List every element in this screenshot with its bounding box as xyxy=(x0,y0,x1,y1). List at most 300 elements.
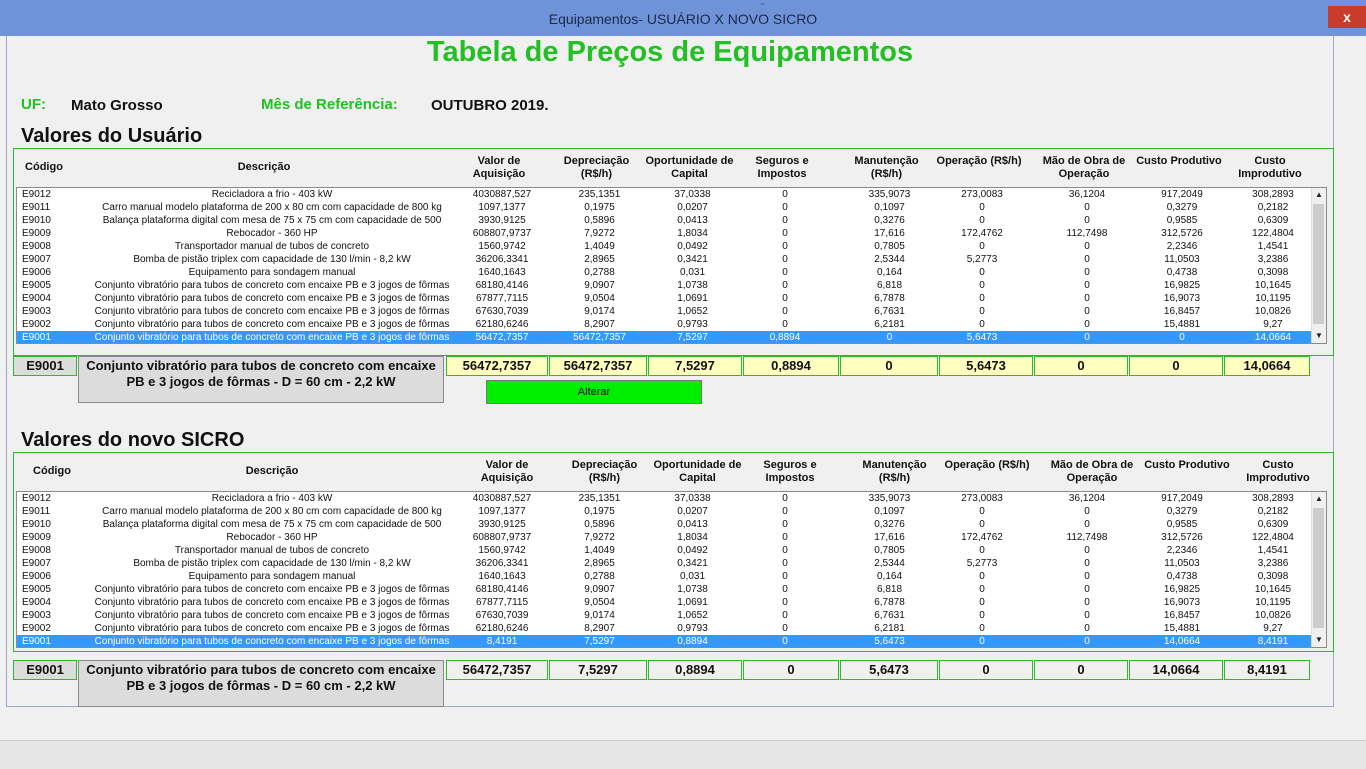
cell-valor-aquisicao: 1097,1377 xyxy=(478,202,526,213)
cell-custo-improdutivo: 10,1645 xyxy=(1254,584,1292,595)
selected-value-manutencao: 0 xyxy=(840,356,938,376)
cell-descricao: Conjunto vibratório para tubos de concreto com encaixe PB e 3 jogos de fôrmas xyxy=(94,610,450,621)
cell-valor-aquisicao: 67877,7115 xyxy=(475,597,529,608)
cell-custo-improdutivo: 10,0826 xyxy=(1254,610,1292,621)
cell-mao-de-obra: 0 xyxy=(1084,558,1090,569)
cell-codigo: E9009 xyxy=(22,228,51,239)
cell-codigo: E9008 xyxy=(22,241,51,252)
header-descricao: Descrição xyxy=(245,465,299,477)
cell-valor-aquisicao: 4030887,527 xyxy=(472,189,532,200)
cell-codigo: E9001 xyxy=(22,636,51,647)
cell-valor-aquisicao: 62180,6246 xyxy=(475,623,529,634)
cell-descricao: Conjunto vibratório para tubos de concreto com encaixe PB e 3 jogos de fôrmas xyxy=(94,636,450,647)
cell-valor-aquisicao: 1640,1643 xyxy=(478,267,526,278)
cell-custo-produtivo: 16,9073 xyxy=(1163,597,1201,608)
cell-descricao: Conjunto vibratório para tubos de concreto com encaixe PB e 3 jogos de fôrmas xyxy=(94,623,450,634)
cell-custo-improdutivo: 1,4541 xyxy=(1257,241,1289,252)
cell-depreciacao: 7,9272 xyxy=(584,532,615,543)
table-row[interactable] xyxy=(17,492,1312,505)
cell-manutencao: 5,6473 xyxy=(874,636,905,647)
cell-seguros: 0 xyxy=(782,597,788,608)
cell-seguros: 0 xyxy=(782,506,788,517)
cell-descricao: Balança plataforma digital com mesa de 75 x 75 cm com capacidade de 500 xyxy=(102,215,442,226)
selected-value-mao-de-obra: 0 xyxy=(1034,356,1128,376)
header-custo-produtivo: Custo Produtivo xyxy=(1136,155,1222,167)
cell-seguros: 0 xyxy=(782,571,788,582)
cell-custo-produtivo: 15,4881 xyxy=(1163,623,1201,634)
cell-seguros: 0 xyxy=(782,623,788,634)
cell-custo-produtivo: 0 xyxy=(1179,332,1185,343)
cell-mao-de-obra: 0 xyxy=(1084,545,1090,556)
cell-codigo: E9003 xyxy=(22,610,51,621)
header-codigo: Código xyxy=(33,465,71,477)
cell-valor-aquisicao: 62180,6246 xyxy=(475,319,529,330)
header-mao-de-obra: Mão de Obra de Operação xyxy=(1042,155,1126,180)
cell-oportunidade: 1,0652 xyxy=(677,306,708,317)
table-row[interactable] xyxy=(17,227,1312,240)
cell-mao-de-obra: 0 xyxy=(1084,293,1090,304)
selected-value-oportunidade: 0,8894 xyxy=(648,660,742,680)
cell-depreciacao: 8,2907 xyxy=(584,319,615,330)
cell-custo-produtivo: 917,2049 xyxy=(1161,189,1203,200)
cell-manutencao: 2,5344 xyxy=(874,558,905,569)
cell-mao-de-obra: 0 xyxy=(1084,267,1090,278)
mes-referencia-value: OUTUBRO 2019. xyxy=(431,97,549,114)
header-depreciacao: Depreciação (R$/h) xyxy=(571,459,638,484)
cell-operacao: 0 xyxy=(979,215,985,226)
cell-custo-produtivo: 312,5726 xyxy=(1161,532,1203,543)
selected-value-operacao: 5,6473 xyxy=(939,356,1033,376)
cell-descricao: Recicladora a frio - 403 kW xyxy=(211,493,333,504)
cell-custo-improdutivo: 3,2386 xyxy=(1257,558,1289,569)
cell-custo-produtivo: 0,3279 xyxy=(1166,506,1198,517)
cell-custo-produtivo: 11,0503 xyxy=(1164,558,1200,569)
sicro-scrollbar[interactable] xyxy=(1311,492,1326,647)
cell-descricao: Conjunto vibratório para tubos de concreto com encaixe PB e 3 jogos de fôrmas xyxy=(94,332,450,343)
cell-mao-de-obra: 36,1204 xyxy=(1068,189,1106,200)
table-row[interactable] xyxy=(17,240,1312,253)
cell-codigo: E9011 xyxy=(22,506,51,517)
selected-description: Conjunto vibratório para tubos de concreto com encaixe PB e 3 jogos de fôrmas - D = 60 cm - 2,2 kW xyxy=(78,660,444,707)
cell-depreciacao: 56472,7357 xyxy=(573,332,626,343)
table-row[interactable] xyxy=(17,505,1312,518)
cell-mao-de-obra: 0 xyxy=(1084,254,1090,265)
cell-depreciacao: 0,5896 xyxy=(584,215,615,226)
cell-mao-de-obra: 0 xyxy=(1084,519,1090,530)
cell-codigo: E9012 xyxy=(22,493,51,504)
scroll-down-icon[interactable]: ▼ xyxy=(1315,331,1323,340)
table-row[interactable] xyxy=(17,188,1312,201)
cell-custo-produtivo: 2,2346 xyxy=(1166,241,1198,252)
uf-value: Mato Grosso xyxy=(71,97,163,114)
cell-mao-de-obra: 0 xyxy=(1084,319,1090,330)
cell-operacao: 0 xyxy=(979,267,985,278)
cell-seguros: 0 xyxy=(782,228,788,239)
section-sicro-title: Valores do novo SICRO xyxy=(21,429,245,451)
cell-seguros: 0 xyxy=(782,610,788,621)
cell-seguros: 0 xyxy=(782,267,788,278)
table-row[interactable] xyxy=(17,201,1312,214)
cell-custo-produtivo: 917,2049 xyxy=(1161,493,1203,504)
cell-operacao: 0 xyxy=(979,293,985,304)
cell-oportunidade: 0,3421 xyxy=(677,558,708,569)
table-row[interactable] xyxy=(17,557,1312,570)
header-manutencao: Manutenção (R$/h) xyxy=(854,155,919,180)
cell-manutencao: 6,7878 xyxy=(874,597,905,608)
alterar-button[interactable]: Alterar xyxy=(486,380,702,404)
cell-custo-improdutivo: 14,0664 xyxy=(1254,332,1292,343)
cell-mao-de-obra: 0 xyxy=(1084,571,1090,582)
cell-manutencao: 6,7631 xyxy=(874,306,905,317)
cell-seguros: 0 xyxy=(782,306,788,317)
cell-seguros: 0 xyxy=(782,558,788,569)
cell-oportunidade: 1,0691 xyxy=(677,597,708,608)
cell-manutencao: 6,7878 xyxy=(874,293,905,304)
cell-mao-de-obra: 112,7498 xyxy=(1066,228,1108,239)
cell-manutencao: 0,3276 xyxy=(874,215,905,226)
cell-custo-produtivo: 0,3279 xyxy=(1166,202,1198,213)
selected-value-custo-improdutivo: 14,0664 xyxy=(1224,356,1310,376)
cell-descricao: Rebocador - 360 HP xyxy=(226,228,318,239)
table-row[interactable] xyxy=(17,596,1312,609)
cell-mao-de-obra: 0 xyxy=(1084,610,1090,621)
scroll-up-icon[interactable]: ▲ xyxy=(1315,190,1323,199)
cell-oportunidade: 1,0691 xyxy=(677,293,708,304)
header-custo-improdutivo: Custo Improdutivo xyxy=(1246,459,1310,484)
cell-custo-improdutivo: 308,2893 xyxy=(1252,189,1294,200)
cell-valor-aquisicao: 4030887,527 xyxy=(472,493,532,504)
cell-custo-improdutivo: 0,3098 xyxy=(1257,267,1289,278)
selected-description: Conjunto vibratório para tubos de concreto com encaixe PB e 3 jogos de fôrmas - D = 60 cm - 2,2 kW xyxy=(78,356,444,403)
header-operacao: Operação (R$/h) xyxy=(944,459,1030,471)
scroll-thumb[interactable] xyxy=(1313,508,1324,628)
cell-descricao: Carro manual modelo plataforma de 200 x 80 cm com capacidade de 800 kg xyxy=(102,506,442,517)
cell-operacao: 5,6473 xyxy=(966,332,998,343)
cell-custo-improdutivo: 9,27 xyxy=(1263,623,1283,634)
header-codigo: Código xyxy=(25,161,63,173)
cell-descricao: Transportador manual de tubos de concreto xyxy=(174,545,370,556)
table-row[interactable] xyxy=(17,266,1312,279)
cell-codigo: E9002 xyxy=(22,319,51,330)
header-seguros: Seguros e Impostos xyxy=(755,155,809,180)
cell-custo-produtivo: 14,0664 xyxy=(1163,636,1201,647)
cell-custo-produtivo: 11,0503 xyxy=(1164,254,1200,265)
header-depreciacao: Depreciação (R$/h) xyxy=(563,155,630,180)
cell-valor-aquisicao: 1097,1377 xyxy=(478,506,526,517)
cell-descricao: Conjunto vibratório para tubos de concreto com encaixe PB e 3 jogos de fôrmas xyxy=(94,319,450,330)
cell-oportunidade: 0,031 xyxy=(679,571,706,582)
cell-manutencao: 0,1097 xyxy=(874,202,905,213)
table-row[interactable] xyxy=(17,531,1312,544)
cell-codigo: E9001 xyxy=(22,332,51,343)
table-row[interactable] xyxy=(17,544,1312,557)
scroll-thumb[interactable] xyxy=(1313,204,1324,324)
cell-depreciacao: 0,2788 xyxy=(584,267,615,278)
cell-valor-aquisicao: 68180,4146 xyxy=(475,584,529,595)
cell-operacao: 0 xyxy=(979,545,985,556)
cell-depreciacao: 9,0504 xyxy=(584,293,615,304)
selected-value-depreciacao: 7,5297 xyxy=(549,660,647,680)
cell-descricao: Conjunto vibratório para tubos de concreto com encaixe PB e 3 jogos de fôrmas xyxy=(94,306,450,317)
cell-operacao: 0 xyxy=(979,571,985,582)
cell-mao-de-obra: 0 xyxy=(1084,215,1090,226)
cell-oportunidade: 0,0492 xyxy=(677,241,708,252)
cell-operacao: 5,2773 xyxy=(966,254,998,265)
cell-depreciacao: 0,5896 xyxy=(584,519,615,530)
cell-manutencao: 17,616 xyxy=(874,532,905,543)
cell-valor-aquisicao: 36206,3341 xyxy=(475,558,529,569)
cell-mao-de-obra: 36,1204 xyxy=(1068,493,1106,504)
usuario-listbox[interactable] xyxy=(16,187,1327,344)
cell-manutencao: 6,2181 xyxy=(874,319,905,330)
header-valor-aquisicao: Valor de Aquisição xyxy=(480,459,534,484)
window-titlebar xyxy=(0,0,1366,36)
cell-operacao: 273,0083 xyxy=(961,493,1003,504)
cell-codigo: E9009 xyxy=(22,532,51,543)
cell-custo-improdutivo: 0,2182 xyxy=(1257,202,1289,213)
table-row[interactable] xyxy=(17,609,1312,622)
cell-descricao: Equipamento para sondagem manual xyxy=(188,571,356,582)
cell-descricao: Bomba de pistão triplex com capacidade de 130 l/min - 8,2 kW xyxy=(133,254,411,265)
selected-value-operacao: 0 xyxy=(939,660,1033,680)
cell-seguros: 0 xyxy=(782,254,788,265)
window-title: Equipamentos- USUÁRIO X NOVO SICRO xyxy=(548,11,818,27)
cell-descricao: Transportador manual de tubos de concreto xyxy=(174,241,370,252)
cell-oportunidade: 1,0738 xyxy=(677,584,708,595)
cell-operacao: 0 xyxy=(979,319,985,330)
table-row[interactable] xyxy=(17,518,1312,531)
cell-descricao: Balança plataforma digital com mesa de 75 x 75 cm com capacidade de 500 xyxy=(102,519,442,530)
header-manutencao: Manutenção (R$/h) xyxy=(862,459,927,484)
cell-custo-improdutivo: 10,1195 xyxy=(1255,597,1291,608)
cell-valor-aquisicao: 68180,4146 xyxy=(475,280,529,291)
cell-codigo: E9010 xyxy=(22,519,51,530)
table-row[interactable] xyxy=(17,622,1312,635)
cell-oportunidade: 1,8034 xyxy=(677,228,708,239)
status-bar xyxy=(0,740,1366,769)
cell-manutencao: 6,7631 xyxy=(874,610,905,621)
cell-depreciacao: 9,0174 xyxy=(584,306,615,317)
cell-codigo: E9003 xyxy=(22,306,51,317)
cell-custo-improdutivo: 8,4191 xyxy=(1257,636,1289,647)
header-seguros: Seguros e Impostos xyxy=(763,459,817,484)
table-row[interactable] xyxy=(17,305,1312,318)
selected-value-seguros: 0 xyxy=(743,660,839,680)
cell-operacao: 0 xyxy=(979,241,985,252)
selected-value-custo-improdutivo: 8,4191 xyxy=(1224,660,1310,680)
cell-mao-de-obra: 0 xyxy=(1084,280,1090,291)
cell-oportunidade: 1,0652 xyxy=(677,610,708,621)
header-oportunidade: Oportunidade de Capital xyxy=(653,459,742,484)
cell-valor-aquisicao: 8,4191 xyxy=(486,636,518,647)
cell-custo-produtivo: 312,5726 xyxy=(1161,228,1203,239)
cell-seguros: 0 xyxy=(782,545,788,556)
cell-oportunidade: 0,0207 xyxy=(677,506,708,517)
cell-oportunidade: 37,0338 xyxy=(674,189,711,200)
selected-value-valor-aquisicao: 56472,7357 xyxy=(446,356,548,376)
cell-codigo: E9011 xyxy=(22,202,51,213)
close-icon[interactable]: x xyxy=(1328,6,1366,28)
cell-depreciacao: 1,4049 xyxy=(584,241,615,252)
cell-descricao: Conjunto vibratório para tubos de concreto com encaixe PB e 3 jogos de fôrmas xyxy=(94,293,450,304)
cell-depreciacao: 9,0174 xyxy=(584,610,615,621)
cell-depreciacao: 2,8965 xyxy=(584,254,615,265)
usuario-scrollbar[interactable] xyxy=(1311,188,1326,343)
cell-operacao: 0 xyxy=(979,597,985,608)
cell-depreciacao: 9,0907 xyxy=(584,280,615,291)
cell-seguros: 0 xyxy=(782,215,788,226)
table-row[interactable] xyxy=(17,331,1312,344)
cell-oportunidade: 1,0738 xyxy=(677,280,708,291)
cell-depreciacao: 8,2907 xyxy=(584,623,615,634)
cell-mao-de-obra: 0 xyxy=(1084,332,1090,343)
cell-descricao: Bomba de pistão triplex com capacidade de 130 l/min - 8,2 kW xyxy=(133,558,411,569)
cell-valor-aquisicao: 608807,9737 xyxy=(472,532,532,543)
header-operacao: Operação (R$/h) xyxy=(936,155,1022,167)
cell-oportunidade: 0,0492 xyxy=(677,545,708,556)
cell-operacao: 172,4762 xyxy=(961,532,1003,543)
cell-operacao: 5,2773 xyxy=(966,558,998,569)
cell-oportunidade: 0,3421 xyxy=(677,254,708,265)
table-row[interactable] xyxy=(17,570,1312,583)
selected-value-manutencao: 5,6473 xyxy=(840,660,938,680)
cell-valor-aquisicao: 1560,9742 xyxy=(478,241,526,252)
header-valor-aquisicao: Valor de Aquisição xyxy=(472,155,526,180)
cell-oportunidade: 1,8034 xyxy=(677,532,708,543)
selected-code: E9001 xyxy=(13,356,77,376)
header-mao-de-obra: Mão de Obra de Operação xyxy=(1050,459,1134,484)
header-custo-produtivo: Custo Produtivo xyxy=(1144,459,1230,471)
cell-custo-produtivo: 0,4738 xyxy=(1166,267,1198,278)
cell-custo-improdutivo: 10,1645 xyxy=(1254,280,1292,291)
header-oportunidade: Oportunidade de Capital xyxy=(645,155,734,180)
cell-custo-improdutivo: 1,4541 xyxy=(1257,545,1289,556)
sicro-listbox[interactable] xyxy=(16,491,1327,648)
cell-operacao: 0 xyxy=(979,280,985,291)
cell-codigo: E9007 xyxy=(22,558,51,569)
cell-oportunidade: 0,0413 xyxy=(677,215,708,226)
cell-custo-improdutivo: 9,27 xyxy=(1263,319,1283,330)
cell-valor-aquisicao: 3930,9125 xyxy=(478,215,526,226)
cell-mao-de-obra: 0 xyxy=(1084,202,1090,213)
cell-manutencao: 0,7805 xyxy=(874,241,905,252)
section-usuario-title: Valores do Usuário xyxy=(21,125,203,147)
cell-operacao: 0 xyxy=(979,636,985,647)
cell-depreciacao: 235,1351 xyxy=(578,189,621,200)
table-row[interactable] xyxy=(17,279,1312,292)
cell-seguros: 0 xyxy=(782,293,788,304)
cell-depreciacao: 235,1351 xyxy=(578,493,621,504)
table-row[interactable] xyxy=(17,292,1312,305)
cell-valor-aquisicao: 67630,7039 xyxy=(475,306,529,317)
cell-depreciacao: 0,2788 xyxy=(584,571,615,582)
cell-oportunidade: 0,8894 xyxy=(677,636,708,647)
cell-seguros: 0 xyxy=(782,493,788,504)
sicro-panel xyxy=(13,452,1334,652)
cell-manutencao: 0,1097 xyxy=(874,506,905,517)
cell-valor-aquisicao: 608807,9737 xyxy=(472,228,532,239)
cell-depreciacao: 2,8965 xyxy=(584,558,615,569)
cell-custo-produtivo: 2,2346 xyxy=(1166,545,1198,556)
cell-custo-produtivo: 0,4738 xyxy=(1166,571,1198,582)
cell-seguros: 0 xyxy=(782,636,788,647)
selected-value-custo-produtivo: 14,0664 xyxy=(1129,660,1223,680)
cell-manutencao: 17,616 xyxy=(874,228,905,239)
cell-manutencao: 0,164 xyxy=(876,267,903,278)
cell-codigo: E9005 xyxy=(22,280,51,291)
cell-descricao: Conjunto vibratório para tubos de concreto com encaixe PB e 3 jogos de fôrmas xyxy=(94,280,450,291)
header-descricao: Descrição xyxy=(237,161,291,173)
cell-custo-produtivo: 16,9073 xyxy=(1163,293,1201,304)
cell-depreciacao: 9,0504 xyxy=(584,597,615,608)
selected-value-mao-de-obra: 0 xyxy=(1034,660,1128,680)
cell-oportunidade: 0,9793 xyxy=(677,319,708,330)
cell-codigo: E9004 xyxy=(22,293,51,304)
cell-oportunidade: 0,0413 xyxy=(677,519,708,530)
cell-codigo: E9004 xyxy=(22,597,51,608)
table-row[interactable] xyxy=(17,214,1312,227)
cell-custo-produtivo: 16,9825 xyxy=(1163,280,1201,291)
cell-operacao: 0 xyxy=(979,306,985,317)
cell-manutencao: 6,2181 xyxy=(874,623,905,634)
cell-operacao: 0 xyxy=(979,610,985,621)
selected-value-depreciacao: 56472,7357 xyxy=(549,356,647,376)
cell-custo-improdutivo: 0,6309 xyxy=(1257,519,1289,530)
cell-custo-improdutivo: 308,2893 xyxy=(1252,493,1294,504)
cell-descricao: Recicladora a frio - 403 kW xyxy=(211,189,333,200)
cell-codigo: E9008 xyxy=(22,545,51,556)
cell-valor-aquisicao: 67877,7115 xyxy=(475,293,529,304)
cell-codigo: E9010 xyxy=(22,215,51,226)
cell-codigo: E9005 xyxy=(22,584,51,595)
cell-manutencao: 0,164 xyxy=(876,571,903,582)
cell-depreciacao: 0,1975 xyxy=(584,506,615,517)
page-title: Tabela de Preços de Equipamentos xyxy=(426,36,914,68)
usuario-panel xyxy=(13,148,1334,356)
cell-descricao: Conjunto vibratório para tubos de concreto com encaixe PB e 3 jogos de fôrmas xyxy=(94,597,450,608)
cell-valor-aquisicao: 67630,7039 xyxy=(475,610,529,621)
cell-manutencao: 0 xyxy=(886,332,893,343)
selected-code: E9001 xyxy=(13,660,77,680)
table-row[interactable] xyxy=(17,253,1312,266)
cell-operacao: 172,4762 xyxy=(961,228,1003,239)
table-row[interactable] xyxy=(17,318,1312,331)
table-row[interactable] xyxy=(17,635,1312,648)
cell-manutencao: 335,9073 xyxy=(868,493,911,504)
cell-custo-improdutivo: 0,3098 xyxy=(1257,571,1289,582)
cell-mao-de-obra: 0 xyxy=(1084,241,1090,252)
cell-valor-aquisicao: 56472,7357 xyxy=(475,332,529,343)
cell-codigo: E9007 xyxy=(22,254,51,265)
cell-custo-produtivo: 0,9585 xyxy=(1166,215,1198,226)
cell-mao-de-obra: 0 xyxy=(1084,623,1090,634)
scroll-down-icon[interactable]: ▼ xyxy=(1315,635,1323,644)
scroll-up-icon[interactable]: ▲ xyxy=(1315,494,1323,503)
cell-manutencao: 0,7805 xyxy=(874,545,905,556)
cell-valor-aquisicao: 3930,9125 xyxy=(478,519,526,530)
table-row[interactable] xyxy=(17,583,1312,596)
cell-manutencao: 6,818 xyxy=(876,584,903,595)
cell-oportunidade: 0,9793 xyxy=(677,623,708,634)
cell-descricao: Rebocador - 360 HP xyxy=(226,532,318,543)
uf-label: UF: xyxy=(21,96,46,113)
cell-valor-aquisicao: 1640,1643 xyxy=(478,571,526,582)
selected-value-oportunidade: 7,5297 xyxy=(648,356,742,376)
cell-manutencao: 0,3276 xyxy=(874,519,905,530)
cell-depreciacao: 0,1975 xyxy=(584,202,615,213)
cell-seguros: 0,8894 xyxy=(769,332,801,343)
cell-seguros: 0 xyxy=(782,202,788,213)
